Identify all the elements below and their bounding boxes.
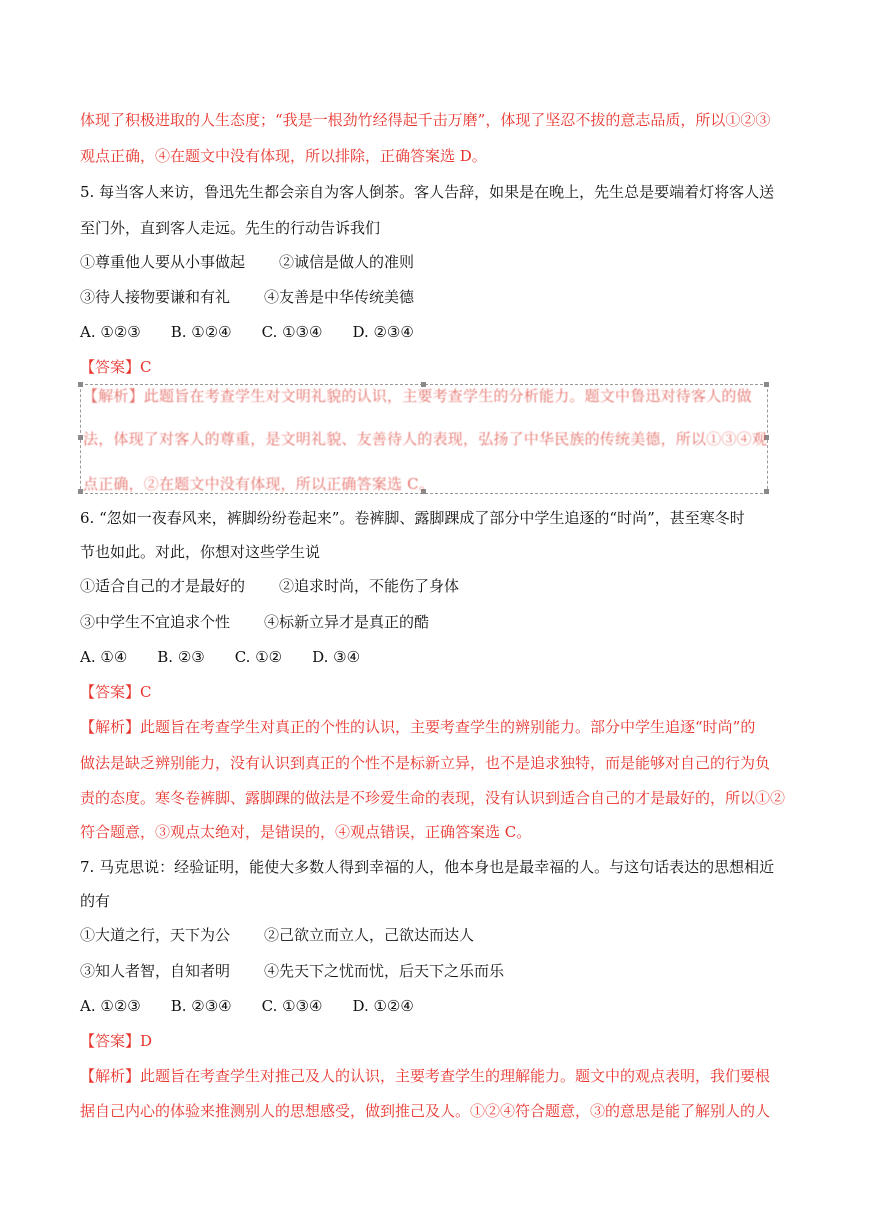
- q5-option-d: D. ②③④: [352, 323, 414, 341]
- q7-answer-tag: 【答案】: [80, 1032, 141, 1050]
- q7-statement-2: ②己欲立而立人，己欲达而达人: [264, 926, 475, 944]
- q5-option-a: A. ①②③: [80, 323, 141, 341]
- q6-statements-row-2: [80, 612, 792, 632]
- q6-analysis-line-2: 做法是缺乏辨别能力，没有认识到真正的个性不是标新立异，也不是追求独特，而是能够对自己的行为负: [80, 754, 771, 772]
- q6-stem-line-1: 6. “忽如一夜春风来，裤脚纷纷卷起来”。卷裤脚、露脚踝成了部分中学生追逐的“时尚”，甚至寒冬时: [80, 509, 745, 527]
- q5-stem-line-2: 至门外，直到客人走远。先生的行动告诉我们: [80, 219, 381, 237]
- q5-analysis-line-3: 点正确，②在题文中没有体现，所以正确答案选 C。: [83, 475, 435, 493]
- q5-option-c: C. ①③④: [261, 323, 323, 341]
- q5-statement-4: ④友善是中华传统美德: [264, 288, 415, 306]
- q6-answer-tag: 【答案】: [80, 683, 141, 701]
- q5-statement-3: ③待人接物要谦和有礼: [80, 288, 231, 306]
- q6-stem-line-2: 节也如此。对此，你想对这些学生说: [80, 543, 321, 561]
- q7-answer: [80, 1031, 792, 1051]
- q7-analysis-line-1: 【解析】此题旨在考查学生对推己及人的认识，主要考查学生的理解能力。题文中的观点表明，我们要根: [80, 1067, 771, 1085]
- q5-statement-1: ①尊重他人要从小事做起: [80, 253, 246, 271]
- q7-stem-line-2: 的有: [80, 892, 111, 910]
- q5-statements-row-1: [80, 252, 792, 272]
- q5-statement-2: ②诚信是做人的准则: [279, 253, 415, 271]
- q5-options: [80, 322, 792, 342]
- q6-statement-2: ②追求时尚，不能伤了身体: [279, 577, 460, 595]
- q7-statements-row-2: [80, 961, 792, 981]
- q6-options: [80, 647, 792, 667]
- q6-option-c: C. ①②: [234, 648, 283, 666]
- q7-option-c: C. ①③④: [261, 997, 323, 1015]
- q6-statement-1: ①适合自己的才是最好的: [80, 577, 246, 595]
- q6-option-b: B. ②③: [157, 648, 205, 666]
- q5-option-b: B. ①②④: [170, 323, 232, 341]
- q6-analysis-line-3: 责的态度。寒冬卷裤脚、露脚踝的做法是不珍爱生命的表现，没有认识到适合自己的才是最好的，所以①②: [80, 789, 786, 807]
- q5-answer-letter: C: [140, 358, 152, 376]
- q7-statements-row-1: [80, 925, 792, 945]
- q6-answer-letter: C: [140, 683, 152, 701]
- q7-statement-4: ④先天下之忧而忧，后天下之乐而乐: [264, 962, 505, 980]
- q5-answer: [80, 357, 792, 377]
- q5-analysis-line-1: 【解析】此题旨在考查学生对文明礼貌的认识，主要考查学生的分析能力。题文中鲁迅对待客人的做: [83, 387, 752, 405]
- q7-options: [80, 996, 792, 1016]
- q6-answer: [80, 682, 792, 702]
- q6-option-d: D. ③④: [312, 648, 361, 666]
- q6-statement-4: ④标新立异才是真正的酷: [264, 613, 430, 631]
- q5-stem-line-1: 5. 每当客人来访，鲁迅先生都会亲自为客人倒茶。客人告辞，如果是在晚上，先生总是要端着灯将客人送: [80, 183, 775, 201]
- q7-stem-line-1: 7. 马克思说：经验证明，能使大多数人得到幸福的人，他本身也是最幸福的人。与这句话表达的思想相近: [80, 858, 775, 876]
- q7-option-a: A. ①②③: [80, 997, 141, 1015]
- q7-answer-letter: D: [140, 1032, 153, 1050]
- q7-statement-1: ①大道之行，天下为公: [80, 926, 231, 944]
- q7-analysis-line-2: 据自己内心的体验来推测别人的思想感受，做到推己及人。①②④符合题意，③的意思是能了解别人的人: [80, 1102, 771, 1120]
- q5-statements-row-2: [80, 287, 792, 307]
- q5-answer-tag: 【答案】: [80, 358, 141, 376]
- q7-statement-3: ③知人者智，自知者明: [80, 962, 231, 980]
- q7-option-d: D. ①②④: [352, 997, 414, 1015]
- q6-analysis-line-4: 符合题意，③观点太绝对，是错误的，④观点错误，正确答案选 C。: [80, 823, 532, 841]
- q4-analysis-line-2: 观点正确，④在题文中没有体现，所以排除，正确答案选 D。: [80, 147, 487, 165]
- q6-option-a: A. ①④: [80, 648, 128, 666]
- q4-analysis-line-1: 体现了积极进取的人生态度；“我是一根劲竹经得起千击万磨”，体现了坚忍不拔的意志品质，所以①②③: [80, 111, 771, 129]
- q6-analysis-line-1: 【解析】此题旨在考查学生对真正的个性的认识，主要考查学生的辨别能力。部分中学生追逐“时尚”的: [80, 718, 756, 736]
- q6-statements-row-1: [80, 576, 792, 596]
- q5-analysis-line-2: 法，体现了对客人的尊重，是文明礼貌、友善待人的表现，弘扬了中华民族的传统美德，所以①③④观: [83, 430, 768, 448]
- q6-statement-3: ③中学生不宜追求个性: [80, 613, 231, 631]
- q7-option-b: B. ②③④: [170, 997, 232, 1015]
